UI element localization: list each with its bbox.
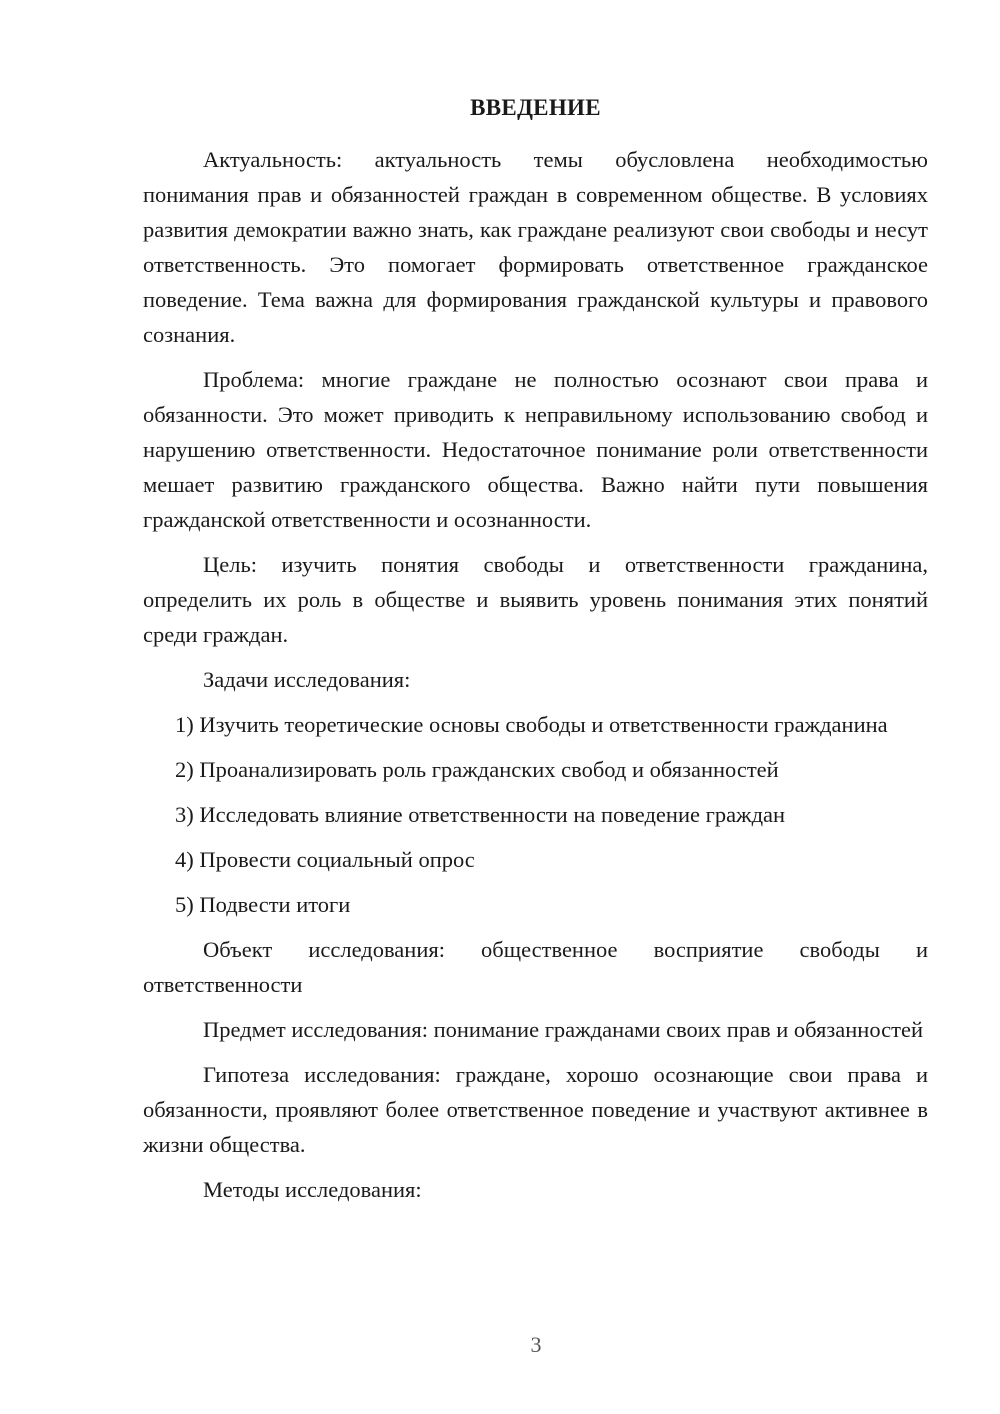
tasks-heading: Задачи исследования:: [203, 667, 411, 692]
methods-heading: Методы исследования:: [203, 1177, 422, 1202]
task-item-4: 4) Провести социальный опрос: [175, 847, 475, 872]
problem-paragraph: Проблема: многие граждане не полностью осознают свои права и обязанности. Это может приводить к неправильному использованию свобод и нарушению ответственности. Недостаточное понимание роли ответственности мешает развитию гражданского общества. Важно найти пути повышения гражданской ответственности и осознанности.: [143, 367, 928, 532]
task-item-2: 2) Проанализировать роль гражданских свобод и обязанностей: [175, 757, 779, 782]
page-title: ВВЕДЕНИЕ: [470, 95, 601, 120]
hypothesis-paragraph: Гипотеза исследования: граждане, хорошо осознающие свои права и обязанности, проявляют более ответственное поведение и участвуют активнее в жизни общества.: [143, 1062, 928, 1157]
subject-paragraph: Предмет исследования: понимание гражданами своих прав и обязанностей: [203, 1017, 923, 1042]
object-paragraph: Объект исследования: общественное восприятие свободы и ответственности: [143, 937, 928, 997]
task-item-1: 1) Изучить теоретические основы свободы и ответственности гражданина: [175, 712, 888, 737]
relevance-paragraph: Актуальность: актуальность темы обусловлена необходимостью понимания прав и обязанностей граждан в современном обществе. В условиях развития демократии важно знать, как граждане реализуют свои свободы и несут ответственность. Это помогает формировать ответственное гражданское поведение. Тема важна для формирования гражданской культуры и правового сознания.: [143, 147, 928, 347]
task-item-3: 3) Исследовать влияние ответственности на поведение граждан: [175, 802, 786, 827]
goal-paragraph: Цель: изучить понятия свободы и ответственности гражданина, определить их роль в обществе и выявить уровень понимания этих понятий среди граждан.: [143, 552, 928, 647]
document-body: [143, 142, 928, 1207]
task-item-5: 5) Подвести итоги: [175, 892, 351, 917]
page-number: 3: [530, 1332, 542, 1357]
